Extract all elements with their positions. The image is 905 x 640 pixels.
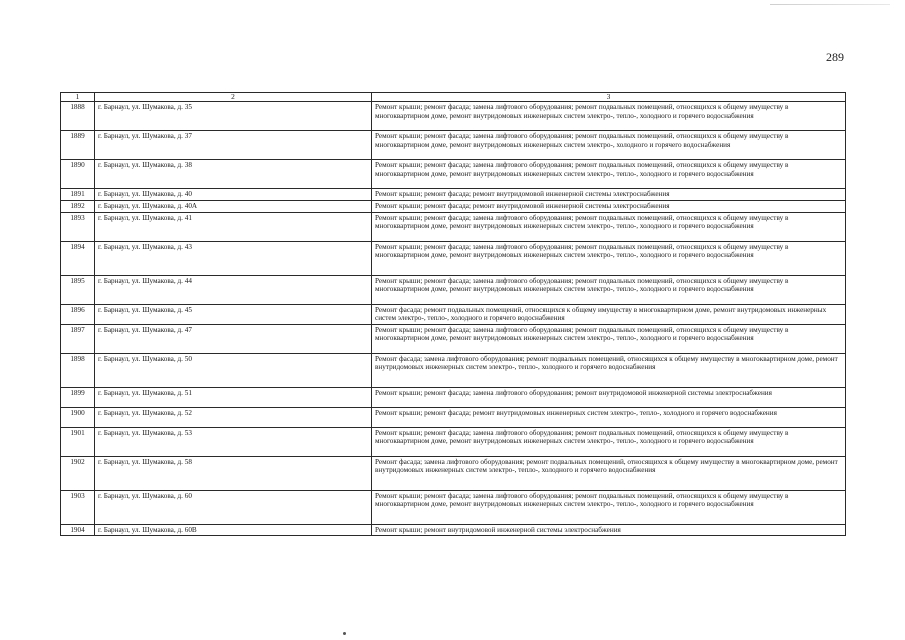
row-number: 1902 bbox=[61, 456, 95, 490]
row-works: Ремонт крыши; ремонт фасада; замена лифтового оборудования; ремонт подвальных помещений, относящихся к общему имуществу в многоквартирном доме, ремонт внутридомовых инженерных систем электро-, тепло-, холодного и горячего водоснабжения bbox=[372, 160, 846, 189]
row-number: 1900 bbox=[61, 407, 95, 427]
row-number: 1892 bbox=[61, 201, 95, 213]
row-address: г. Барнаул, ул. Шумакова, д. 60В bbox=[95, 524, 372, 536]
row-number: 1898 bbox=[61, 353, 95, 387]
row-number: 1904 bbox=[61, 524, 95, 536]
row-address: г. Барнаул, ул. Шумакова, д. 40А bbox=[95, 201, 372, 213]
row-number: 1891 bbox=[61, 189, 95, 201]
repair-program-table bbox=[60, 92, 846, 536]
row-works: Ремонт крыши; ремонт фасада; ремонт внутридомовой инженерной системы электроснабжения bbox=[372, 201, 846, 213]
row-address: г. Барнаул, ул. Шумакова, д. 53 bbox=[95, 427, 372, 456]
row-address: г. Барнаул, ул. Шумакова, д. 47 bbox=[95, 324, 372, 353]
row-number: 1903 bbox=[61, 490, 95, 524]
page-number: 289 bbox=[826, 50, 844, 64]
table-row bbox=[61, 427, 846, 456]
header-col-address: 2 bbox=[95, 93, 372, 102]
header-col-number: 1 bbox=[61, 93, 95, 102]
row-number: 1893 bbox=[61, 212, 95, 241]
row-works: Ремонт крыши; ремонт внутридомовой инженерной системы электроснабжения bbox=[372, 524, 846, 536]
scan-edge-line bbox=[770, 4, 890, 5]
header-col-works: 3 bbox=[372, 93, 846, 102]
row-address: г. Барнаул, ул. Шумакова, д. 60 bbox=[95, 490, 372, 524]
table-row bbox=[61, 524, 846, 536]
row-address: г. Барнаул, ул. Шумакова, д. 52 bbox=[95, 407, 372, 427]
row-address: г. Барнаул, ул. Шумакова, д. 44 bbox=[95, 275, 372, 304]
row-address: г. Барнаул, ул. Шумакова, д. 45 bbox=[95, 304, 372, 324]
table-row bbox=[61, 304, 846, 324]
row-works: Ремонт фасада; ремонт подвальных помещений, относящихся к общему имуществу в многоквартирном доме, ремонт внутридомовых инженерных систем электро-, тепло-, холодного и горячего водоснабжения bbox=[372, 304, 846, 324]
row-number: 1899 bbox=[61, 387, 95, 407]
row-number: 1889 bbox=[61, 131, 95, 160]
table-row bbox=[61, 212, 846, 241]
table-row bbox=[61, 490, 846, 524]
row-address: г. Барнаул, ул. Шумакова, д. 35 bbox=[95, 102, 372, 131]
table-body bbox=[61, 102, 846, 536]
row-number: 1897 bbox=[61, 324, 95, 353]
row-address: г. Барнаул, ул. Шумакова, д. 50 bbox=[95, 353, 372, 387]
row-works: Ремонт крыши; ремонт фасада; замена лифтового оборудования; ремонт подвальных помещений, относящихся к общему имуществу в многоквартирном доме, ремонт внутридомовых инженерных систем электро-, тепло-, холодного и горячего водоснабжения bbox=[372, 427, 846, 456]
row-works: Ремонт крыши; ремонт фасада; замена лифтового оборудования; ремонт подвальных помещений, относящихся к общему имуществу в многоквартирном доме, ремонт внутридомовых инженерных систем электро-, тепло-, холодного и горячего водоснабжения bbox=[372, 212, 846, 241]
row-address: г. Барнаул, ул. Шумакова, д. 58 bbox=[95, 456, 372, 490]
table-row bbox=[61, 407, 846, 427]
table-row bbox=[61, 275, 846, 304]
header-row bbox=[61, 93, 846, 102]
row-works: Ремонт крыши; ремонт фасада; ремонт внутридомовых инженерных систем электро-, тепло-, холодного и горячего водоснабжения bbox=[372, 407, 846, 427]
row-works: Ремонт крыши; ремонт фасада; замена лифтового оборудования; ремонт внутридомовой инженерной системы электроснабжения bbox=[372, 387, 846, 407]
row-number: 1896 bbox=[61, 304, 95, 324]
scan-dot bbox=[343, 632, 346, 635]
row-address: г. Барнаул, ул. Шумакова, д. 38 bbox=[95, 160, 372, 189]
row-address: г. Барнаул, ул. Шумакова, д. 40 bbox=[95, 189, 372, 201]
table-header bbox=[61, 93, 846, 102]
table-row bbox=[61, 241, 846, 275]
table-row bbox=[61, 201, 846, 213]
repair-program-table-container bbox=[60, 92, 845, 536]
row-works: Ремонт крыши; ремонт фасада; замена лифтового оборудования; ремонт подвальных помещений, относящихся к общему имуществу в многоквартирном доме, ремонт внутридомовых инженерных систем электро-, тепло-, холодного и горячего водоснабжения bbox=[372, 102, 846, 131]
row-address: г. Барнаул, ул. Шумакова, д. 37 bbox=[95, 131, 372, 160]
row-number: 1895 bbox=[61, 275, 95, 304]
table-row bbox=[61, 189, 846, 201]
row-works: Ремонт крыши; ремонт фасада; ремонт внутридомовой инженерной системы электроснабжения bbox=[372, 189, 846, 201]
table-row bbox=[61, 324, 846, 353]
row-works: Ремонт крыши; ремонт фасада; замена лифтового оборудования; ремонт подвальных помещений, относящихся к общему имуществу в многоквартирном доме, ремонт внутридомовых инженерных систем электро-, тепло-, холодного и горячего водоснабжения bbox=[372, 490, 846, 524]
row-works: Ремонт крыши; ремонт фасада; замена лифтового оборудования; ремонт подвальных помещений, относящихся к общему имуществу в многоквартирном доме, ремонт внутридомовых инженерных систем электро-, холодного и горячего водоснабжения bbox=[372, 131, 846, 160]
row-address: г. Барнаул, ул. Шумакова, д. 41 bbox=[95, 212, 372, 241]
table-row bbox=[61, 387, 846, 407]
row-address: г. Барнаул, ул. Шумакова, д. 51 bbox=[95, 387, 372, 407]
row-number: 1890 bbox=[61, 160, 95, 189]
table-row bbox=[61, 456, 846, 490]
row-works: Ремонт фасада; замена лифтового оборудования; ремонт подвальных помещений, относящихся к общему имуществу в многоквартирном доме, ремонт внутридомовых инженерных систем электро-, тепло-, холодного и горячего водоснабжения bbox=[372, 353, 846, 387]
table-row bbox=[61, 131, 846, 160]
row-works: Ремонт крыши; ремонт фасада; замена лифтового оборудования; ремонт подвальных помещений, относящихся к общему имуществу в многоквартирном доме, ремонт внутридомовых инженерных систем электро-, тепло-, холодного и горячего водоснабжения bbox=[372, 324, 846, 353]
table-row bbox=[61, 102, 846, 131]
row-number: 1888 bbox=[61, 102, 95, 131]
row-works: Ремонт фасада; замена лифтового оборудования; ремонт подвальных помещений, относящихся к общему имуществу в многоквартирном доме, ремонт внутридомовых инженерных систем электро-, тепло-, холодного и горячего водоснабжения bbox=[372, 456, 846, 490]
row-number: 1901 bbox=[61, 427, 95, 456]
row-number: 1894 bbox=[61, 241, 95, 275]
row-works: Ремонт крыши; ремонт фасада; замена лифтового оборудования; ремонт подвальных помещений, относящихся к общему имуществу в многоквартирном доме, ремонт внутридомовых инженерных систем электро-, тепло-, холодного и горячего водоснабжения bbox=[372, 275, 846, 304]
table-row bbox=[61, 160, 846, 189]
row-address: г. Барнаул, ул. Шумакова, д. 43 bbox=[95, 241, 372, 275]
row-works: Ремонт крыши; ремонт фасада; замена лифтового оборудования; ремонт подвальных помещений, относящихся к общему имуществу в многоквартирном доме, ремонт внутридомовых инженерных систем электро-, тепло-, холодного и горячего водоснабжения bbox=[372, 241, 846, 275]
table-row bbox=[61, 353, 846, 387]
